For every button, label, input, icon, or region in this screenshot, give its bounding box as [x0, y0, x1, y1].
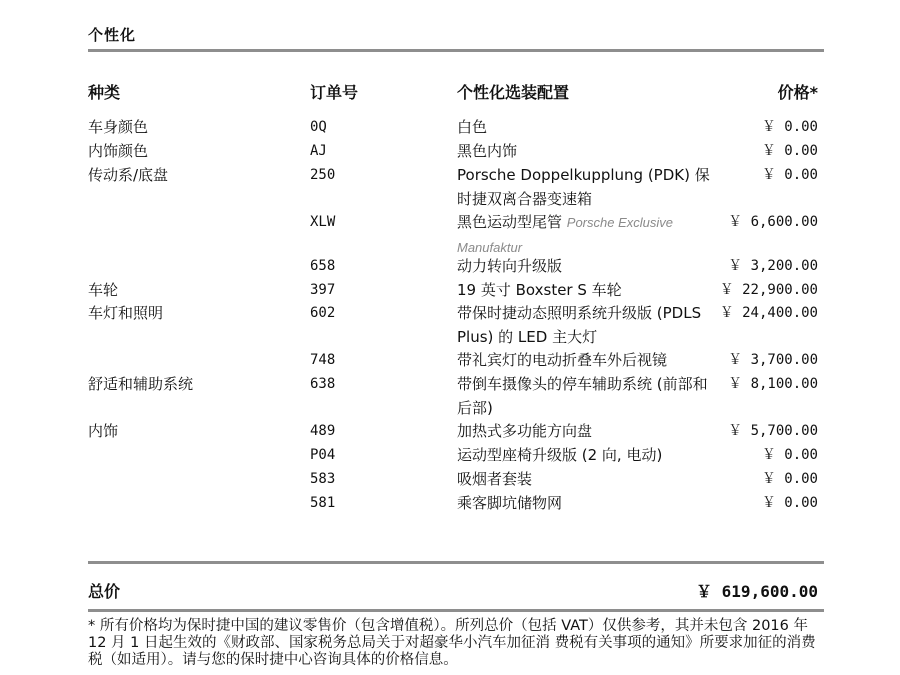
- header-price: 价格*: [777, 83, 818, 102]
- row-desc: Porsche Doppelkupplung (PDK) 保时捷双离合器变速箱: [457, 166, 710, 208]
- row-price: ￥ 0.00: [761, 471, 818, 487]
- row-price: ￥ 0.00: [761, 143, 818, 159]
- row-desc: 带倒车摄像头的停车辅助系统 (前部和后部): [457, 375, 708, 417]
- row-code: P04: [310, 447, 336, 463]
- row-price: ￥ 22,900.00: [719, 282, 818, 298]
- row-desc: 乘客脚坑储物网: [457, 494, 563, 512]
- row-code: 397: [310, 282, 336, 298]
- row-code: 638: [310, 376, 336, 392]
- row-code: XLW: [310, 214, 336, 230]
- header-config: 个性化选装配置: [457, 83, 570, 102]
- row-category: 车身颜色: [88, 118, 149, 136]
- row-desc: 加热式多功能方向盘: [457, 422, 593, 440]
- row-category: 舒适和辅助系统: [88, 375, 194, 393]
- row-price: ￥ 0.00: [761, 447, 818, 463]
- row-price: ￥ 0.00: [761, 119, 818, 135]
- row-code: 489: [310, 423, 336, 439]
- divider-total-top: [88, 561, 824, 564]
- row-price: ￥ 8,100.00: [728, 376, 818, 392]
- row-category: 内饰: [88, 422, 119, 440]
- row-desc: 白色: [457, 118, 488, 136]
- row-price: ￥ 3,700.00: [728, 352, 818, 368]
- total-value: ￥ 619,600.00: [696, 582, 818, 601]
- header-order-no: 订单号: [310, 83, 359, 102]
- row-price: ￥ 0.00: [761, 495, 818, 511]
- header-category: 种类: [88, 83, 121, 102]
- row-category: 车轮: [88, 281, 119, 299]
- row-category: 传动系/底盘: [88, 166, 169, 184]
- footnote: * 所有价格均为保时捷中国的建议零售价（包含增值税）。所列总价（包括 VAT）仅供参考，其并未包含 2016 年 12 月 1 日起生效的《财政部、国家税务总局关于对超豪华小汽车加征消 费税有关事项的通知》所要求加征的消费税（如适用）。请与您的保时捷中心咨询具体的价格信息。: [88, 618, 816, 668]
- row-code: 602: [310, 305, 336, 321]
- row-desc: 19 英寸 Boxster S 车轮: [457, 281, 622, 299]
- divider-top: [88, 49, 824, 52]
- row-code: 748: [310, 352, 336, 368]
- row-code: 0Q: [310, 119, 327, 135]
- section-title: 个性化: [88, 26, 137, 44]
- row-category: 车灯和照明: [88, 304, 164, 322]
- row-price: ￥ 6,600.00: [728, 214, 818, 230]
- row-code: 581: [310, 495, 336, 511]
- row-desc: 带礼宾灯的电动折叠车外后视镜: [457, 351, 668, 369]
- row-price: ￥ 0.00: [761, 167, 818, 183]
- row-code: 250: [310, 167, 336, 183]
- total-label: 总价: [88, 582, 121, 601]
- row-desc: 带保时捷动态照明系统升级版 (PDLS Plus) 的 LED 主大灯: [457, 304, 702, 346]
- row-desc: 动力转向升级版: [457, 257, 563, 275]
- row-category: 内饰颜色: [88, 142, 149, 160]
- row-code: AJ: [310, 143, 327, 159]
- row-price: ￥ 5,700.00: [728, 423, 818, 439]
- row-desc: [457, 210, 712, 260]
- row-desc-text: 黑色运动型尾管: [457, 213, 567, 231]
- row-desc: 黑色内饰: [457, 142, 518, 160]
- row-price: ￥ 24,400.00: [719, 305, 818, 321]
- row-desc: 运动型座椅升级版 (2 向, 电动): [457, 446, 663, 464]
- exclusive-label: Porsche Exclusive Manufaktur: [457, 215, 673, 255]
- row-code: 658: [310, 258, 336, 274]
- row-price: ￥ 3,200.00: [728, 258, 818, 274]
- divider-total-bottom: [88, 609, 824, 612]
- row-code: 583: [310, 471, 336, 487]
- row-desc: 吸烟者套装: [457, 470, 533, 488]
